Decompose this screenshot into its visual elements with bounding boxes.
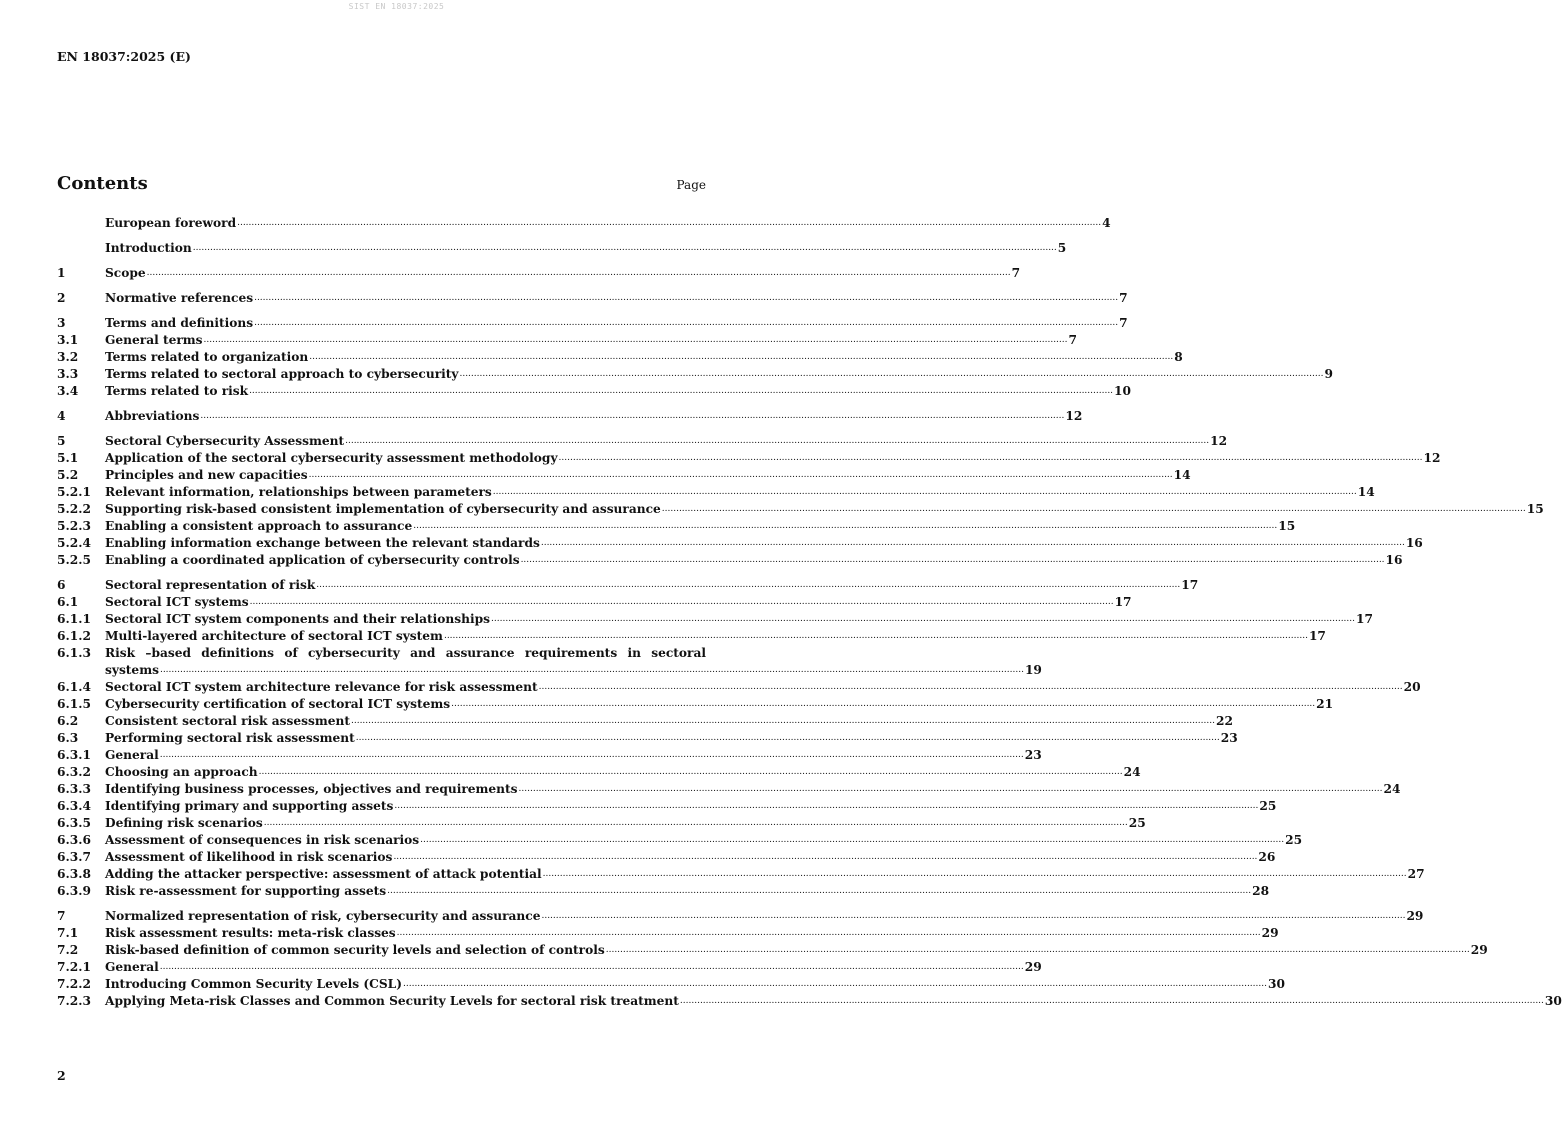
toc-leader-dots — [200, 406, 1064, 425]
toc-entry-title: Enabling a coordinated application of cybersecurity controls — [105, 553, 520, 567]
toc-entry-page: 29 — [1470, 943, 1488, 957]
toc-entry-number: 6.1.3 — [57, 646, 91, 660]
toc-entry-number: 5.2.4 — [57, 536, 91, 550]
toc-entry-page: 29 — [1261, 926, 1279, 940]
toc-entry-number: 3 — [57, 316, 66, 330]
toc-entry-page: 25 — [1128, 816, 1146, 830]
toc-entry-title: European foreword — [105, 216, 237, 230]
document-id: EN 18037:2025 (E) — [57, 49, 191, 64]
toc-entry[interactable] — [57, 215, 1111, 232]
toc-entry-page: 28 — [1252, 884, 1270, 898]
toc-entry-page: 4 — [1102, 216, 1111, 230]
toc-entry-page: 14 — [1357, 485, 1375, 499]
toc-entry-title: General terms — [105, 333, 203, 347]
toc-entry[interactable] — [57, 290, 1128, 307]
toc-entry[interactable] — [57, 265, 1021, 282]
toc-entry[interactable] — [57, 628, 1326, 645]
toc-entry[interactable] — [57, 883, 1270, 900]
toc-leader-dots — [680, 991, 1544, 1010]
toc-entry-title: Sectoral ICT systems — [105, 595, 249, 609]
toc-entry-title: Applying Meta-risk Classes and Common Security Levels for sectoral risk treatment — [105, 994, 679, 1008]
toc-entry-page: 15 — [1278, 519, 1296, 533]
toc-entry-page: 17 — [1181, 578, 1199, 592]
toc-entry-number: 7.2.2 — [57, 977, 91, 991]
toc-entry-title: Introduction — [105, 241, 192, 255]
toc-leader-dots — [444, 626, 1308, 645]
toc-entry-number: 1 — [57, 266, 66, 280]
toc-entry[interactable] — [57, 484, 1375, 501]
toc-entry-number: 6 — [57, 578, 66, 592]
toc-entry-number: 5.2 — [57, 468, 79, 482]
toc-entry-page: 30 — [1544, 994, 1562, 1008]
contents-header — [57, 173, 706, 194]
toc-entry[interactable] — [57, 645, 1042, 679]
toc-entry-page: 15 — [1526, 502, 1544, 516]
toc-entry-title: Relevant information, relationships between parameters — [105, 485, 492, 499]
toc-entry-page: 7 — [1119, 291, 1128, 305]
toc-entry-number: 6.3.5 — [57, 816, 91, 830]
toc-entry-page: 7 — [1119, 316, 1128, 330]
toc-entry-page: 20 — [1403, 680, 1421, 694]
watermark: SIST EN 18037:2025 — [348, 2, 445, 11]
toc-entry-page: 7 — [1068, 333, 1077, 347]
toc-entry-number: 6.3.7 — [57, 850, 91, 864]
toc-entry-title-continued: systems — [105, 663, 159, 677]
toc-entry-title: Abbreviations — [105, 409, 200, 423]
toc-entry-title: Assessment of likelihood in risk scenarios — [105, 850, 393, 864]
toc-entry-page: 19 — [1024, 663, 1042, 677]
table-of-contents — [57, 215, 1562, 1010]
toc-entry-page: 29 — [1406, 909, 1424, 923]
toc-entry-title: Introducing Common Security Levels (CSL) — [105, 977, 402, 991]
toc-entry-title: Risk –based definitions of cybersecurity and assurance requirements in sectoral — [105, 646, 706, 660]
toc-entry-page: 16 — [1405, 536, 1423, 550]
toc-entry-title: Enabling a consistent approach to assurance — [105, 519, 413, 533]
page-column-label: Page — [676, 178, 706, 192]
toc-entry-title: Identifying primary and supporting assets — [105, 799, 394, 813]
toc-entry-number: 6.3.1 — [57, 748, 91, 762]
toc-entry-page: 17 — [1308, 629, 1326, 643]
toc-entry-page: 17 — [1356, 612, 1373, 626]
toc-entry-number: 6.3.6 — [57, 833, 91, 847]
toc-leader-dots — [147, 263, 1011, 282]
toc-entry-number: 7.2.3 — [57, 994, 91, 1008]
toc-entry-page: 26 — [1258, 850, 1276, 864]
toc-entry-number: 7 — [57, 909, 66, 923]
toc-entry-number: 3.2 — [57, 350, 79, 364]
toc-entry-number: 2 — [57, 291, 66, 305]
toc-entry-title: Sectoral ICT system architecture relevance for risk assessment — [105, 680, 538, 694]
toc-entry-title: Defining risk scenarios — [105, 816, 263, 830]
toc-entry-number: 6.1.5 — [57, 697, 91, 711]
toc-entry-title: Principles and new capacities — [105, 468, 308, 482]
toc-entry-page: 9 — [1324, 367, 1333, 381]
toc-entry-page: 29 — [1024, 960, 1042, 974]
toc-entry-number: 6.3.3 — [57, 782, 91, 796]
toc-entry-number: 5 — [57, 434, 66, 448]
toc-entry-page: 10 — [1114, 384, 1132, 398]
toc-entry[interactable] — [57, 993, 1562, 1010]
toc-entry-title: Risk-based definition of common security levels and selection of controls — [105, 943, 605, 957]
toc-entry-page: 21 — [1316, 697, 1334, 711]
toc-leader-dots — [521, 550, 1385, 569]
toc-entry-number: 7.2 — [57, 943, 79, 957]
toc-entry-title: Terms related to risk — [105, 384, 249, 398]
toc-entry-page: 23 — [1220, 731, 1238, 745]
toc-entry-number: 3.4 — [57, 384, 79, 398]
toc-leader-dots — [254, 288, 1118, 307]
toc-entry-title: Sectoral Cybersecurity Assessment — [105, 434, 345, 448]
toc-entry-title: Sectoral representation of risk — [105, 578, 316, 592]
toc-entry-title: Enabling information exchange between the relevant standards — [105, 536, 540, 550]
toc-entry-page: 14 — [1173, 468, 1191, 482]
toc-entry[interactable] — [57, 552, 1403, 569]
toc-entry-title: Application of the sectoral cybersecurity assessment methodology — [105, 451, 558, 465]
page-number: 2 — [57, 1068, 66, 1083]
toc-entry-number: 5.2.2 — [57, 502, 91, 516]
toc-leader-dots — [387, 881, 1251, 900]
toc-entry-number: 6.3.2 — [57, 765, 91, 779]
toc-entry-number: 6.2 — [57, 714, 79, 728]
toc-entry-page: 24 — [1383, 782, 1401, 796]
toc-leader-dots — [249, 381, 1113, 400]
toc-entry-title: Supporting risk-based consistent implementation of cybersecurity and assurance — [105, 502, 661, 516]
toc-entry-number: 6.3.9 — [57, 884, 91, 898]
toc-entry-title: Performing sectoral risk assessment — [105, 731, 355, 745]
toc-entry-number: 5.2.5 — [57, 553, 91, 567]
toc-entry-page: 24 — [1123, 765, 1141, 779]
toc-entry[interactable] — [57, 240, 1067, 257]
toc-entry-title: Choosing an approach — [105, 765, 258, 779]
toc-entry-page: 25 — [1259, 799, 1277, 813]
toc-entry-number: 5.2.1 — [57, 485, 91, 499]
contents-title: Contents — [57, 173, 148, 194]
toc-entry-number: 5.1 — [57, 451, 79, 465]
toc-entry-title: Terms and definitions — [105, 316, 254, 330]
toc-entry-number: 6.1 — [57, 595, 79, 609]
toc-entry-title: Scope — [105, 266, 146, 280]
toc-entry-number: 4 — [57, 409, 66, 423]
toc-entry-page: 7 — [1011, 266, 1021, 280]
toc-leader-dots — [193, 238, 1057, 257]
toc-entry-title: Sectoral ICT system components and their relationships — [105, 612, 491, 626]
toc-entry-title: Risk assessment results: meta-risk classes — [105, 926, 396, 940]
toc-entry-number: 6.1.1 — [57, 612, 91, 626]
toc-entry-title: Consistent sectoral risk assessment — [105, 714, 350, 728]
toc-entry-number: 6.3.4 — [57, 799, 91, 813]
toc-leader-dots — [237, 213, 1101, 232]
toc-entry-title: Adding the attacker perspective: assessment of attack potential — [105, 867, 542, 881]
toc-entry-page: 27 — [1407, 867, 1425, 881]
toc-entry-page: 8 — [1174, 350, 1183, 364]
toc-entry-page: 12 — [1423, 451, 1441, 465]
toc-entry-page: 17 — [1114, 595, 1132, 609]
toc-entry-number: 6.3 — [57, 731, 79, 745]
toc-entry-number: 7.1 — [57, 926, 79, 940]
toc-entry-number: 5.2.3 — [57, 519, 91, 533]
toc-entry-number: 3.1 — [57, 333, 79, 347]
toc-entry-title: Multi-layered architecture of sectoral ICT system — [105, 629, 443, 643]
toc-entry-number: 7.2.1 — [57, 960, 91, 974]
toc-entry-page: 22 — [1215, 714, 1233, 728]
toc-entry-title: Cybersecurity certification of sectoral ICT systems — [105, 697, 451, 711]
toc-entry[interactable] — [57, 408, 1083, 425]
toc-entry[interactable] — [57, 976, 1285, 993]
toc-entry-title: Terms related to organization — [105, 350, 309, 364]
toc-entry-page: 30 — [1267, 977, 1285, 991]
toc-entry-title: Identifying business processes, objectives and requirements — [105, 782, 518, 796]
toc-entry[interactable] — [57, 383, 1132, 400]
toc-entry-title: General — [105, 748, 159, 762]
toc-entry-number: 3.3 — [57, 367, 79, 381]
toc-entry-number: 6.3.8 — [57, 867, 91, 881]
toc-entry-title: Terms related to sectoral approach to cybersecurity — [105, 367, 459, 381]
toc-entry-title: Risk re-assessment for supporting assets — [105, 884, 387, 898]
toc-entry-page: 25 — [1285, 833, 1303, 847]
toc-entry-number: 6.1.4 — [57, 680, 91, 694]
toc-entry-title: Normative references — [105, 291, 254, 305]
toc-entry-page: 12 — [1210, 434, 1228, 448]
toc-entry-page: 16 — [1385, 553, 1403, 567]
toc-entry-number: 6.1.2 — [57, 629, 91, 643]
toc-entry-page: 5 — [1057, 241, 1067, 255]
toc-entry-page: 12 — [1065, 409, 1083, 423]
toc-entry-page: 23 — [1024, 748, 1042, 762]
toc-entry-title: Normalized representation of risk, cybersecurity and assurance — [105, 909, 541, 923]
toc-entry-title: Assessment of consequences in risk scenarios — [105, 833, 420, 847]
toc-entry-title: General — [105, 960, 159, 974]
